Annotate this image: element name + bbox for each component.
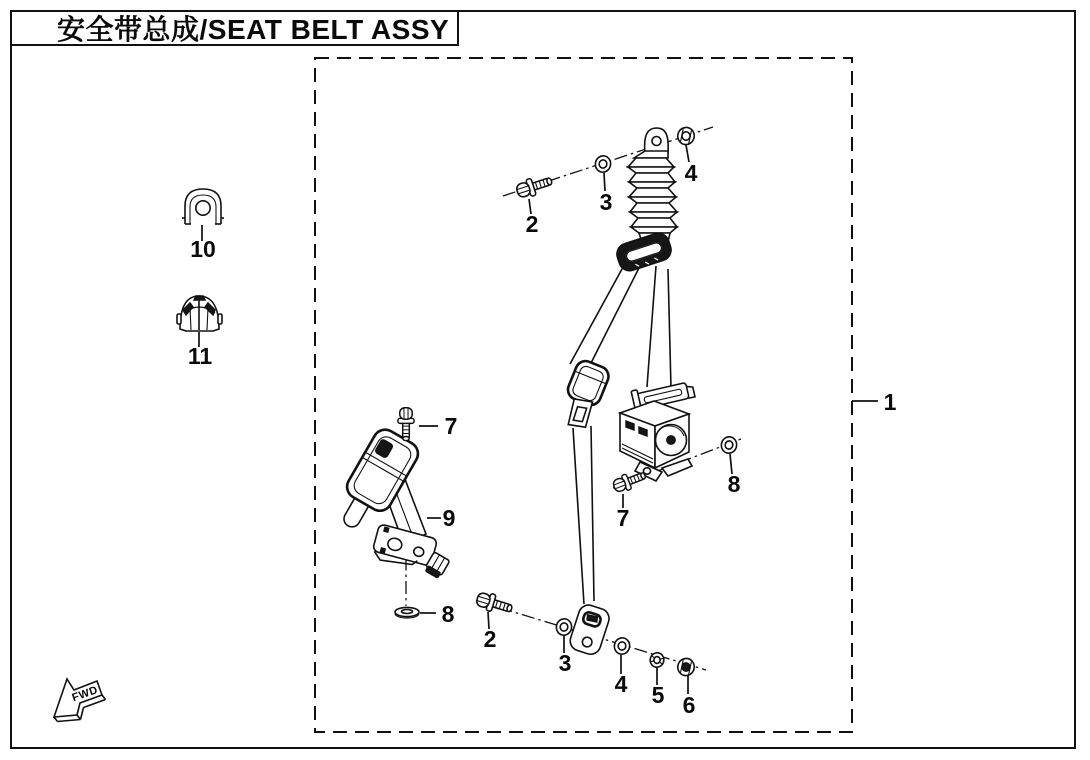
- callout-top-nut: 4: [684, 160, 698, 186]
- callout-bottom-washer: 3: [558, 650, 572, 676]
- callout-buckle: 9: [442, 505, 456, 531]
- fastener-top-washer: [594, 154, 612, 173]
- fastener-bottom-bolt: [475, 590, 514, 617]
- callout-bottom-spring-washer: 5: [651, 682, 665, 708]
- fastener-bottom-washer: [555, 617, 573, 636]
- callout-retractor-washer: 8: [727, 471, 741, 497]
- callout-retractor-bolt: 7: [616, 505, 630, 531]
- fastener-bottom-nut: [676, 657, 696, 677]
- callout-buckle-washer: 8: [441, 601, 455, 627]
- fastener-top-bolt: [515, 172, 554, 200]
- callout-bottom-bolt: 2: [483, 626, 497, 652]
- part-upper-cap: [182, 189, 224, 224]
- title-box: [10, 10, 459, 46]
- leader-lines: [199, 145, 878, 694]
- part-lower-anchor-plate: [568, 603, 612, 657]
- part-dring-loop: [614, 230, 674, 273]
- callout-top-washer: 3: [599, 189, 613, 215]
- part-tongue-plate: [555, 358, 611, 432]
- fastener-buckle-washer: [395, 607, 419, 618]
- part-lower-cap: [177, 296, 222, 331]
- callout-lower-cap: 11: [187, 343, 213, 369]
- callout-buckle-bolt: 7: [444, 413, 458, 439]
- page-title: 安全带总成/SEAT BELT ASSY: [57, 14, 450, 45]
- callout-upper-cap: 10: [190, 236, 216, 262]
- callout-top-bolt: 2: [525, 211, 539, 237]
- fastener-top-nut: [676, 126, 696, 146]
- part-retractor: [620, 401, 692, 481]
- callout-assembly: 1: [883, 389, 897, 415]
- callout-bottom-flat-washer: 4: [614, 671, 628, 697]
- fwd-arrow: [54, 679, 106, 722]
- fwd-label: FWD: [70, 684, 100, 705]
- fastener-retractor-washer: [720, 436, 738, 455]
- callout-bottom-nut: 6: [682, 692, 696, 718]
- part-buckle-assembly: [341, 425, 450, 579]
- fastener-bottom-flat-washer: [613, 636, 631, 655]
- part-shoulder-anchor-boot: [628, 128, 677, 242]
